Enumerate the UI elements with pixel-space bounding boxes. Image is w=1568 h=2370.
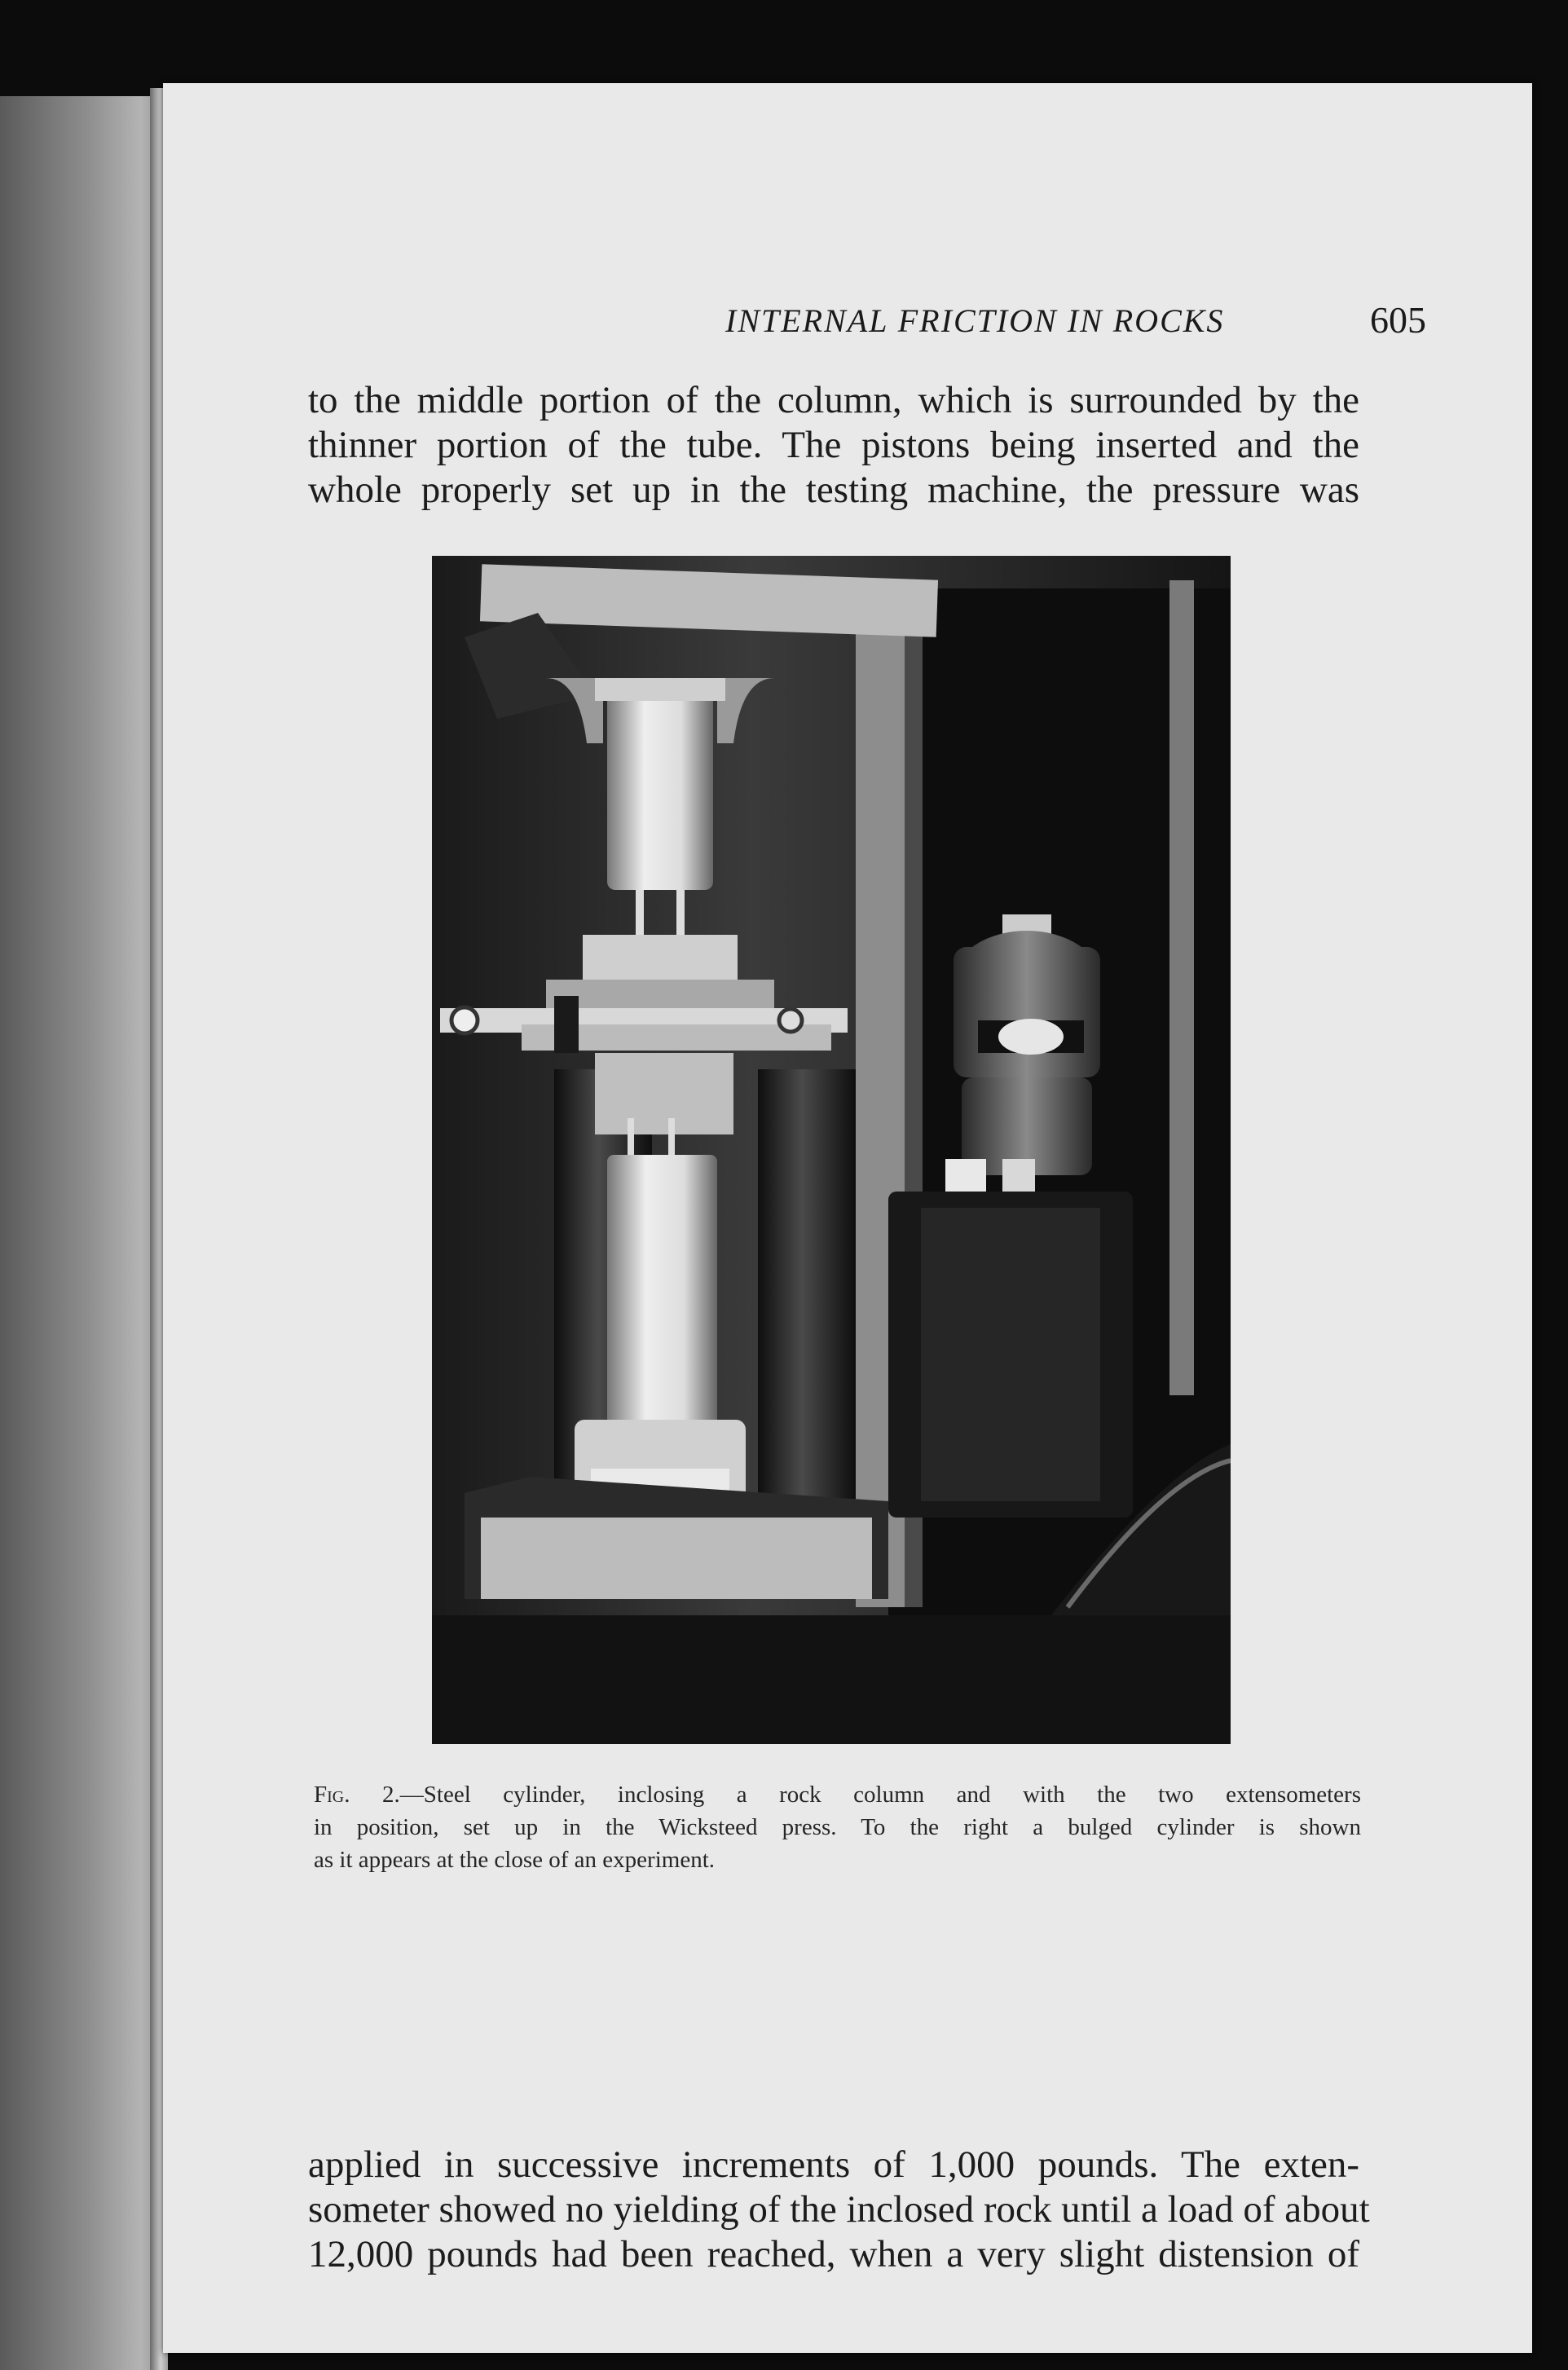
running-title: INTERNAL FRICTION IN ROCKS <box>725 302 1225 339</box>
text-line: 12,000 pounds had been reached, when a very slight distension of <box>308 2233 1359 2275</box>
text-line: applied in successive increments of 1,000 pounds. The exten- <box>308 2143 1359 2186</box>
text-line: thinner portion of the tube. The pistons being inserted and the <box>308 424 1359 466</box>
figure-label: Fig. 2. <box>314 1782 400 1808</box>
figure-photograph <box>432 556 1231 1744</box>
facing-page-edge <box>0 96 160 2370</box>
figure-caption <box>314 1778 1361 1876</box>
press-photograph-illustration <box>432 556 1231 1744</box>
caption-text: —Steel cylinder, inclosing a rock column and with the two extensometers <box>399 1782 1361 1808</box>
caption-line <box>314 1778 1361 1811</box>
text-line: to the middle portion of the column, which is surrounded by the <box>308 379 1359 421</box>
page-number: 605 <box>1370 299 1426 341</box>
paragraph-top <box>308 378 1359 513</box>
paragraph-bottom <box>308 2143 1370 2277</box>
text-line: whole properly set up in the testing machine, the pressure was <box>308 469 1359 511</box>
caption-line: in position, set up in the Wicksteed press. To the right a bulged cylinder is shown <box>314 1814 1361 1840</box>
book-page <box>163 83 1532 2353</box>
caption-line: as it appears at the close of an experiment. <box>314 1847 715 1873</box>
running-head <box>285 299 1426 359</box>
text-line: someter showed no yielding of the inclosed rock until a load of about <box>308 2188 1370 2231</box>
